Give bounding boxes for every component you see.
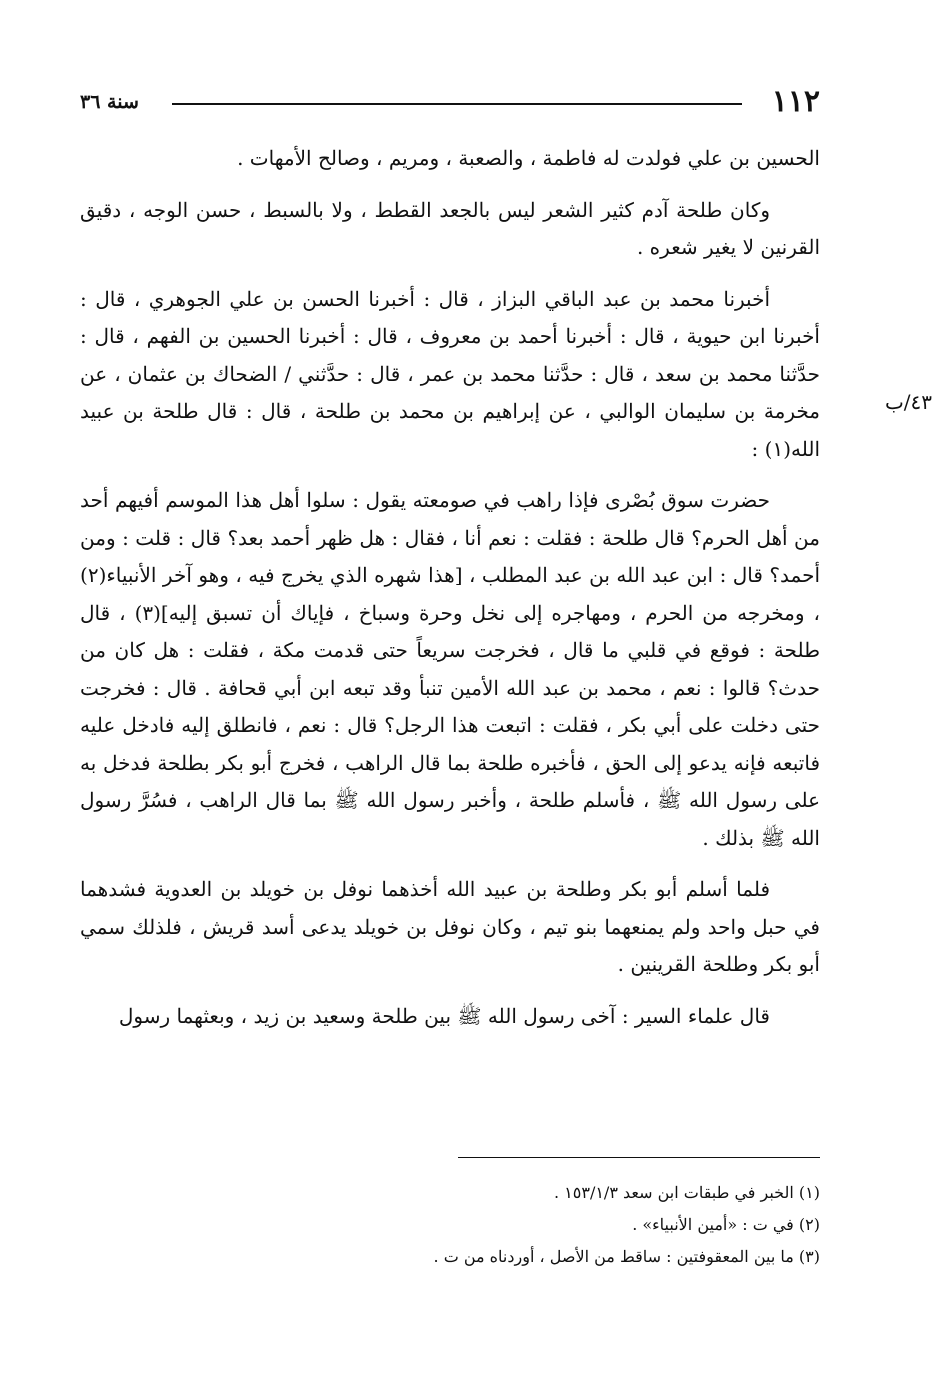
footnote-1: (١) الخبر في طبقات ابن سعد ١٥٣/١/٣ . [553, 1183, 820, 1202]
paragraph-continuation: الحسين بن علي فولدت له فاطمة ، والصعبة ، ومريم ، وصالح الأمهات . [237, 146, 820, 170]
body-text [80, 140, 820, 1049]
paragraph-description: وكان طلحة آدم كثير الشعر ليس بالجعد القطط ، ولا بالسبط ، حسن الوجه ، دقيق القرنين لا يغير شعره . [80, 197, 820, 259]
page-number: ١١٢ [771, 84, 820, 119]
page-header [80, 82, 820, 122]
manuscript-folio-marker: ٤٣/ب [884, 390, 932, 414]
footnote-2: (٢) في ت : «أمين الأنبياء» . [632, 1215, 820, 1234]
footnote-rule [458, 1157, 820, 1158]
footnote-3: (٣) ما بين المعقوفتين : ساقط من الأصل ، أوردناه من ت . [433, 1247, 820, 1266]
footnotes [80, 1177, 820, 1273]
paragraph-conversion: فلما أسلم أبو بكر وطلحة بن عبيد الله أخذهما نوفل بن خويلد بن العدوية فشدهما في حبل واحد ولم يمنعهما بنو تيم ، وكان نوفل بن خويلد يدعى أسد قريش ، فلذلك سمي أبو بكر وطلحة القرينين . [80, 877, 820, 976]
header-rule [172, 103, 742, 105]
paragraph-brotherhood: قال علماء السير : آخى رسول الله ﷺ بين طلحة وسعيد بن زيد ، وبعثهما رسول [118, 1003, 770, 1028]
running-head: سنة ٣٦ [80, 91, 139, 113]
paragraph-isnad: أخبرنا محمد بن عبد الباقي البزاز ، قال : أخبرنا الحسن بن علي الجوهري ، قال : أخبرنا ابن حيوية ، قال : أخبرنا أحمد بن معروف ، قال : أخبرنا الحسين بن الفهم ، قال : حدَّثنا محمد بن سعد ، قال : حدَّثنا محمد بن عمر ، قال : حدَّثني / الضحاك بن عثمان ، عن مخرمة بن سليمان الوالبي ، عن إبراهيم بن محمد بن طلحة ، قال : قال طلحة بن عبيد الله(١) : [80, 286, 820, 461]
paragraph-narration: حضرت سوق بُصْرى فإذا راهب في صومعته يقول : سلوا أهل هذا الموسم أفيهم أحد من أهل الحرم؟ قال طلحة : فقلت : نعم أنا ، فقال : هل ظهر أحمد بعد؟ قال : قلت : ومن أحمد؟ قال : ابن عبد الله بن عبد المطلب ، [هذا شهره الذي يخرج فيه ، وهو آخر الأنبياء(٢) ، ومخرجه من الحرم ، ومهاجره إلى نخل وحرة وسباخ ، فإياك أن تسبق إليه](٣) ، قال طلحة : فوقع في قلبي ما قال ، فخرجت سريعاً حتى قدمت مكة ، فقلت : هل كان من حدث؟ قالوا : نعم ، محمد بن عبد الله الأمين تنبأ وقد تبعه ابن أبي قحافة . قال : فخرجت حتى دخلت على أبي بكر ، فقلت : اتبعت هذا الرجل؟ قال : نعم ، فانطلق إليه فادخل عليه فاتبعه فإنه يدعو إلى الحق ، فأخبره طلحة بما قال الراهب ، فخرج أبو بكر بطلحة فدخل به على رسول الله ﷺ ، فأسلم طلحة ، وأخبر رسول الله ﷺ بما قال الراهب ، فسُرَّ رسول الله ﷺ بذلك . [80, 488, 820, 850]
